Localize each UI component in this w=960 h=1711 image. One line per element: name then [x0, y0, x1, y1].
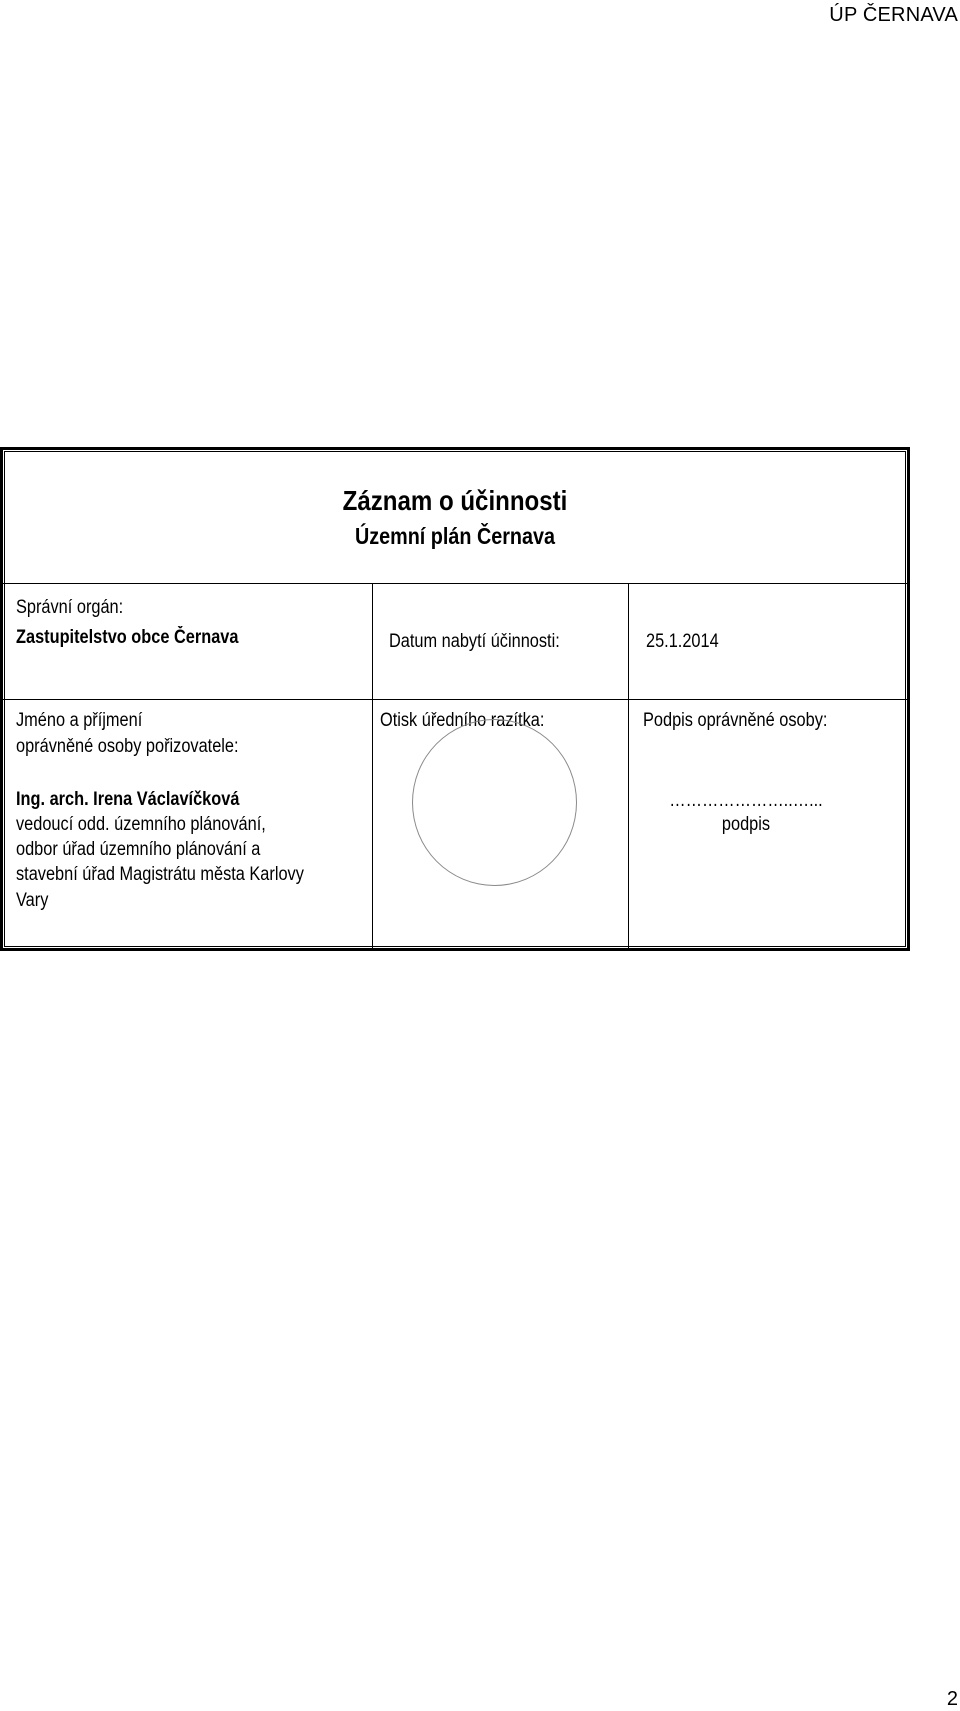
page-number: 2 — [946, 1688, 958, 1710]
stamp-placeholder-circle — [412, 719, 577, 886]
stamp-label: Otisk úředního razítka: — [380, 710, 545, 731]
record-subtitle: Územní plán Černava — [354, 523, 556, 549]
column-divider-1 — [372, 583, 373, 948]
person-label-line-1: Jméno a příjmení — [16, 710, 143, 731]
record-title: Záznam o účinnosti — [342, 485, 568, 516]
signature-dotted-line: …………………..…... — [669, 790, 823, 811]
person-role-line-2: odbor úřad územního plánování a — [16, 839, 261, 860]
effective-date-label: Datum nabytí účinnosti: — [389, 631, 560, 652]
signature-label: Podpis oprávněné osoby: — [643, 710, 828, 731]
person-role-line-4: Vary — [16, 890, 49, 911]
person-role-line-1: vedoucí odd. územního plánování, — [16, 814, 266, 835]
column-divider-2 — [628, 583, 629, 948]
person-role-line-3: stavební úřad Magistrátu města Karlovy — [16, 864, 304, 885]
person-label-line-2: oprávněné osoby pořizovatele: — [16, 736, 239, 757]
authority-label: Správní orgán: — [16, 597, 124, 618]
row-divider-2 — [3, 699, 907, 700]
effective-date-value: 25.1.2014 — [646, 631, 719, 652]
signature-caption: podpis — [721, 814, 771, 835]
row-divider-1 — [3, 583, 907, 584]
page-header-title: ÚP ČERNAVA — [829, 4, 958, 26]
authority-value: Zastupitelstvo obce Černava — [16, 627, 239, 648]
person-name: Ing. arch. Irena Václavíčková — [16, 789, 240, 810]
effectiveness-record-box — [0, 447, 910, 951]
